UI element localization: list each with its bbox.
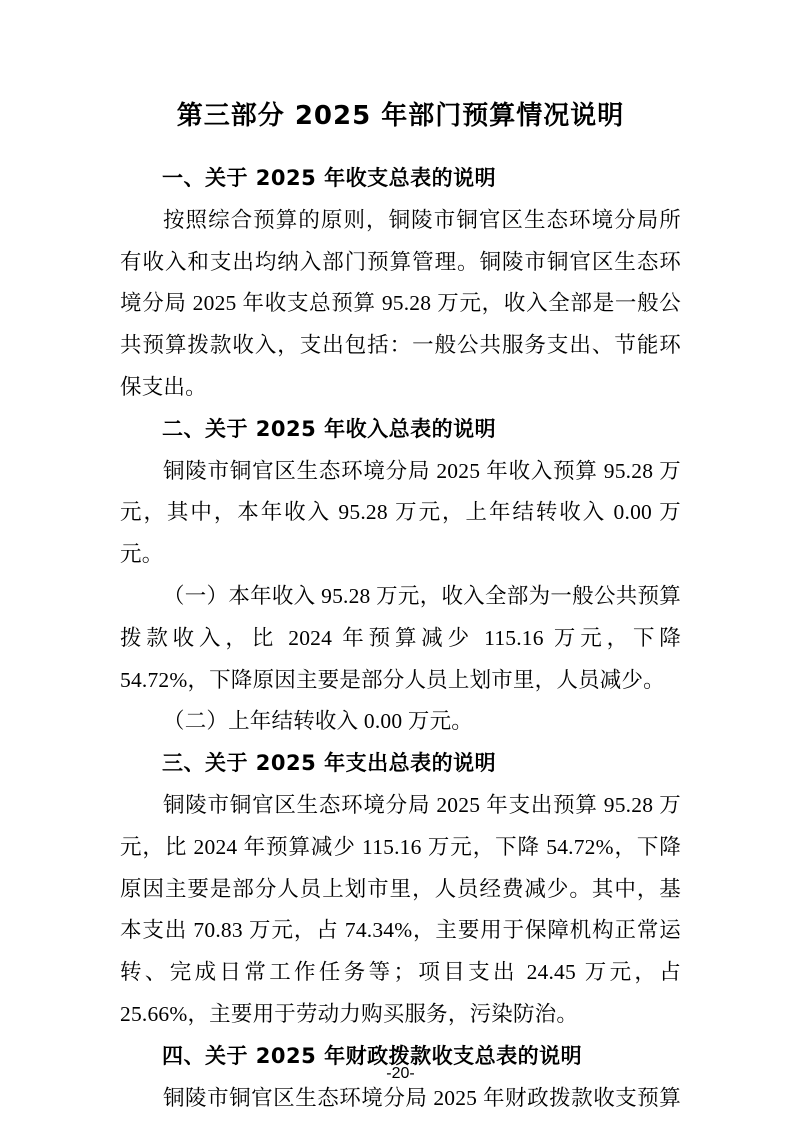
section-3-paragraph-1: 铜陵市铜官区生态环境分局 2025 年支出预算 95.28 万元，比 2024 年预算减少 115.16 万元，下降 54.72%，下降原因主要是部分人员上划市里，人员经费减少。其中，基本支出 70.83 万元，占 74.34%，主要用于保障机构正常运转、完成日常工作任务等；项目支出 24.45 万元，占 25.66%，主要用于劳动力购买服务，污染防治。 [120,792,681,1026]
section-4-paragraph-1: 铜陵市铜官区生态环境分局 2025 年财政拨款收支预算 [163,1085,681,1110]
page-number: -20- [386,1065,415,1082]
section-2-paragraph-2: （一）本年收入 95.28 万元，收入全部为一般公共预算拨款收入，比 2024 年预算减少 115.16 万元，下降 54.72%，下降原因主要是部分人员上划市里，人员减少。 [120,583,681,692]
section-4-heading: 四、关于 2025 年财政拨款收支总表的说明 [162,1043,583,1068]
document-title: 第三部分 2025 年部门预算情况说明 [176,101,625,131]
section-3-heading: 三、关于 2025 年支出总表的说明 [162,751,497,776]
section-2-heading: 二、关于 2025 年收入总表的说明 [162,416,497,441]
section-1-paragraph-1: 按照综合预算的原则，铜陵市铜官区生态环境分局所有收入和支出均纳入部门预算管理。铜陵市铜官区生态环境分局 2025 年收支总预算 95.28 万元，收入全部是一般公共预算拨款收入，支出包括：一般公共服务支出、节能环保支出。 [120,207,681,399]
section-1-heading: 一、关于 2025 年收支总表的说明 [162,166,497,190]
section-2-paragraph-1: 铜陵市铜官区生态环境分局 2025 年收入预算 95.28 万元，其中，本年收入 95.28 万元，上年结转收入 0.00 万元。 [120,458,681,567]
section-2-paragraph-3: （二）上年结转收入 0.00 万元。 [163,709,473,734]
